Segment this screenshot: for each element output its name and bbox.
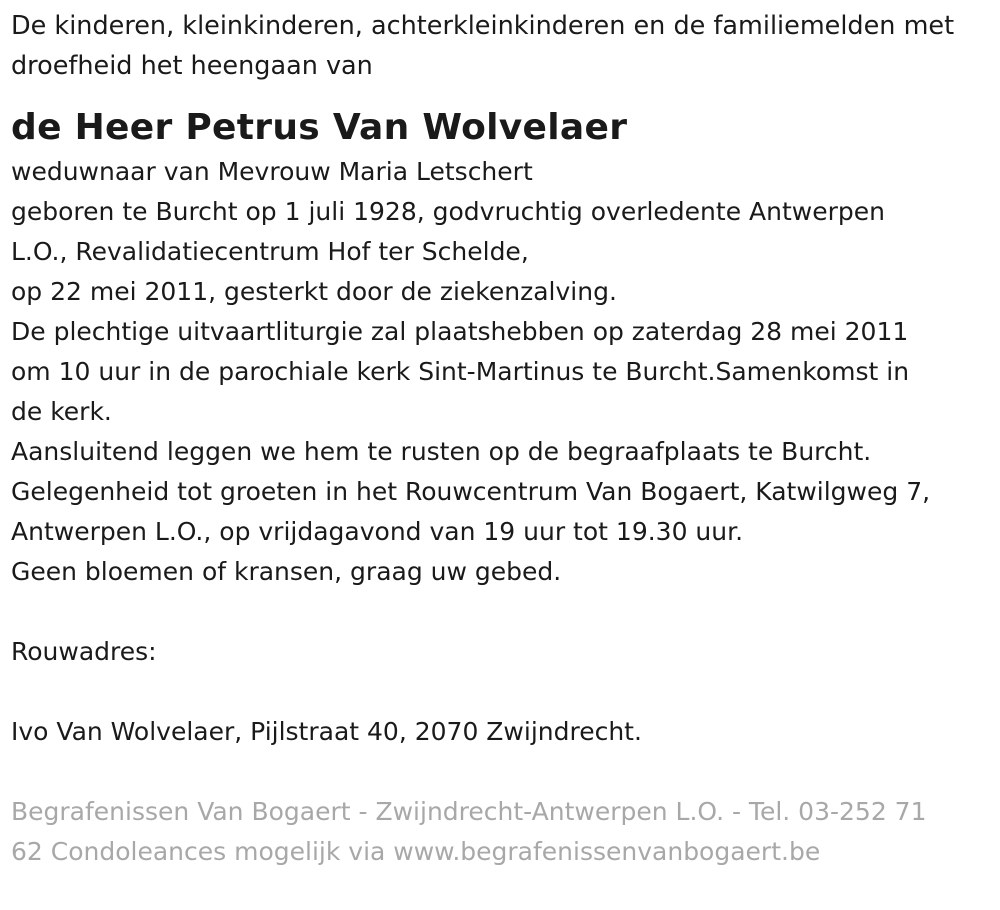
address-label: Rouwadres:	[11, 637, 157, 666]
footer-line-1: Begrafenissen Van Bogaert - Zwijndrecht-Antwerpen L.O. - Tel. 03-252 71	[11, 797, 927, 826]
detail-line-burial: Aansluitend leggen we hem te rusten op de begraafplaats te Burcht.	[11, 437, 872, 466]
deceased-name: de Heer Petrus Van Wolvelaer	[11, 107, 628, 148]
detail-line-church-end: de kerk.	[11, 397, 112, 426]
details-paragraph	[11, 152, 1000, 592]
footer-line-2: 62 Condoleances mogelijk via www.begrafenissenvanbogaert.be	[11, 837, 821, 866]
spacer	[11, 592, 1000, 632]
detail-line-place: L.O., Revalidatiecentrum Hof ter Schelde,	[11, 237, 529, 266]
detail-line-church: om 10 uur in de parochiale kerk Sint-Martinus te Burcht.Samenkomst in	[11, 357, 910, 386]
footer-funeral-home	[11, 792, 1000, 872]
detail-line-visitation-time: Antwerpen L.O., op vrijdagavond van 19 uur tot 19.30 uur.	[11, 517, 744, 546]
detail-line-date: op 22 mei 2011, gesterkt door de ziekenzalving.	[11, 277, 617, 306]
detail-line-born: geboren te Burcht op 1 juli 1928, godvruchtig overledente Antwerpen	[11, 197, 885, 226]
mourning-address: Ivo Van Wolvelaer, Pijlstraat 40, 2070 Zwijndrecht.	[11, 717, 642, 746]
detail-line-liturgy: De plechtige uitvaartliturgie zal plaatshebben op zaterdag 28 mei 2011	[11, 317, 909, 346]
detail-line-widower: weduwnaar van Mevrouw Maria Letschert	[11, 157, 533, 186]
intro-line-2: droefheid het heengaan van	[11, 51, 373, 81]
detail-line-flowers: Geen bloemen of kransen, graag uw gebed.	[11, 557, 562, 586]
detail-line-visitation: Gelegenheid tot groeten in het Rouwcentrum Van Bogaert, Katwilgweg 7,	[11, 477, 931, 506]
spacer	[11, 752, 1000, 792]
spacer	[11, 672, 1000, 712]
intro-line-1: De kinderen, kleinkinderen, achterkleinkinderen en de familiemelden met	[11, 11, 955, 41]
intro-paragraph	[11, 6, 1000, 86]
